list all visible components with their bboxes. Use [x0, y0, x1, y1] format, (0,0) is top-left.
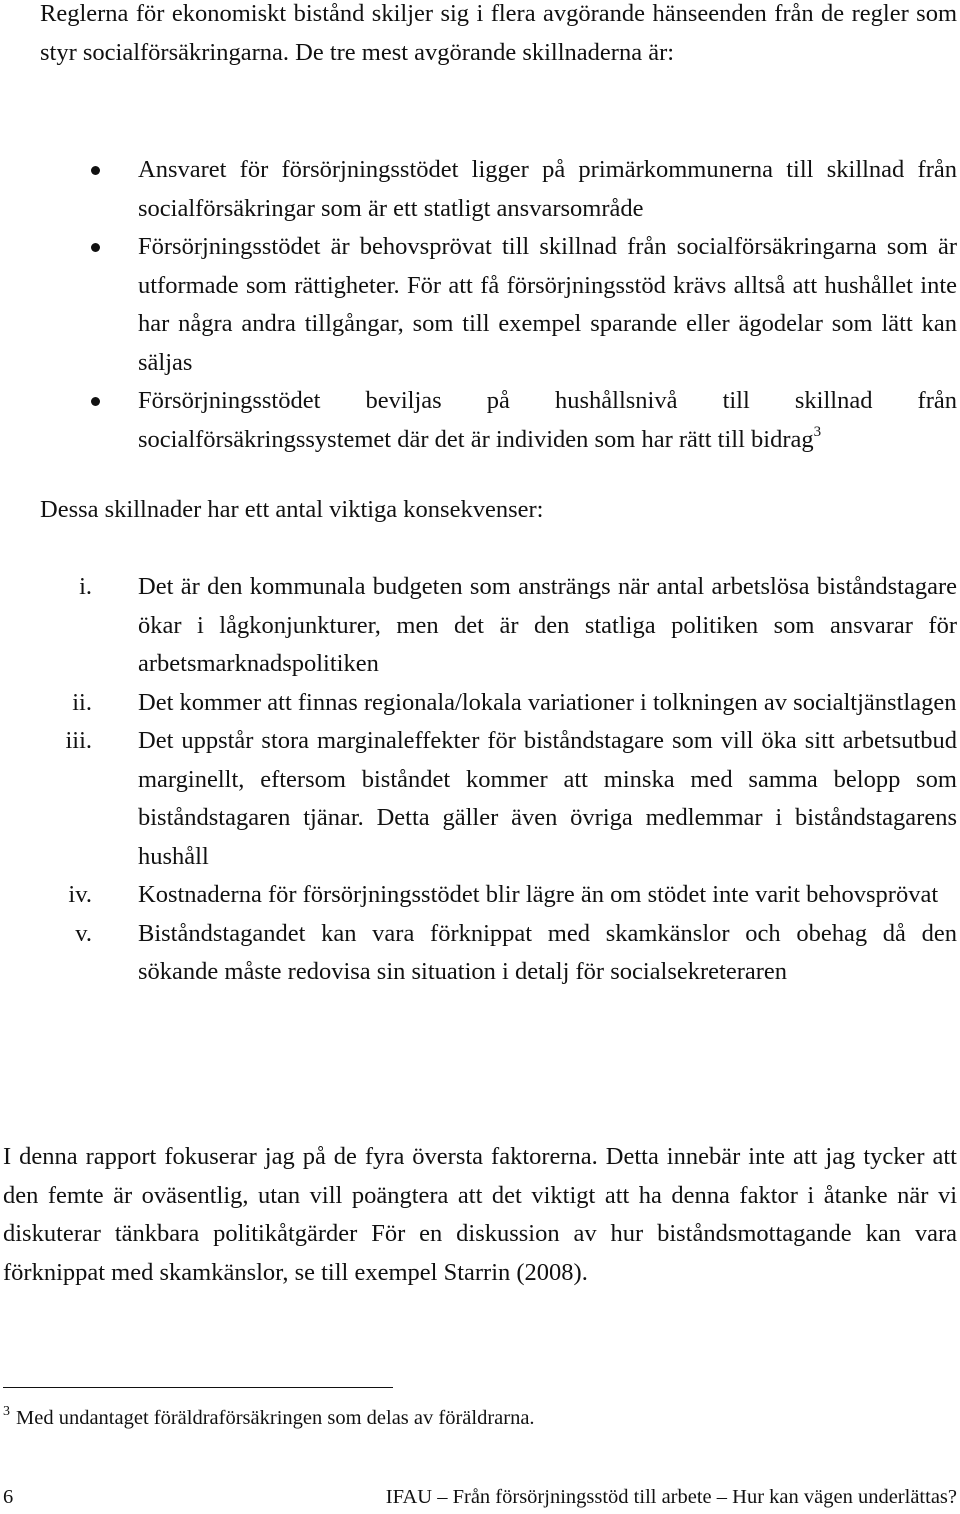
bullet-item [0, 382, 957, 459]
roman-numeral: iii. [65, 727, 92, 754]
page-number: 6 [3, 1486, 14, 1508]
consequences-heading: Dessa skillnader har ett antal viktiga konsekvenser: [40, 496, 544, 523]
consequence-item [0, 915, 957, 992]
bullet-text: Försörjningsstödet är behovsprövat till skillnad från socialförsäkringarna som är utformade som rättigheter. För att få försörjningsstöd krävs alltså att hushållet inte har några andra tillgångar, som till exempel sparande eller ägodelar som lätt kan säljas [138, 233, 957, 376]
footnote-separator [3, 1387, 393, 1388]
bullet-marker [91, 166, 100, 175]
roman-numeral: v. [75, 919, 92, 947]
consequence-item [0, 684, 957, 723]
bullet-item [0, 228, 957, 382]
bullet-text: Försörjningsstödet beviljas på hushållsnivå till skillnad från socialförsäkringssystemet där det är individen som har rätt till bidrag [138, 387, 957, 453]
roman-numeral: ii. [72, 688, 92, 716]
footnote [3, 1401, 943, 1435]
consequence-text: Det är den kommunala budgeten som ansträngs när antal arbetslösa biståndstagare ökar i lågkonjunkturer, men det är den statliga politiken som ansvarar för arbetsmarknadspolitiken [138, 573, 957, 677]
consequence-item [0, 876, 957, 915]
bullet-marker [91, 243, 100, 252]
footnote-marker: 3 [3, 1404, 10, 1419]
consequence-text: Det kommer att finnas regionala/lokala variationer i tolkningen av socialtjänstlagen [138, 688, 957, 716]
roman-numeral: i. [79, 573, 92, 600]
footnote-reference[interactable]: 3 [813, 423, 822, 440]
consequence-item [0, 568, 957, 684]
intro-paragraph: Reglerna för ekonomiskt bistånd skiljer sig i flera avgörande hänseenden från de regler som styr socialförsäkringarna. De tre mest avgörande skillnaderna är: [40, 0, 957, 66]
consequence-text: Biståndstagandet kan vara förknippat med skamkänslor och obehag då den sökande måste redovisa sin situation i detalj för socialsekreteraren [138, 919, 957, 985]
report-focus-paragraph: I denna rapport fokuserar jag på de fyra översta faktorerna. Detta innebär inte att jag tycker att den femte är oväsentlig, utan vill poängtera att det viktigt att ha denna faktor i åtanke när vi diskuterar tänkbara politikåtgärder För en diskussion av hur biståndsmottagande kan vara förknippat med skamkänslor, se till exempel Starrin (2008). [3, 1143, 957, 1286]
consequence-item [0, 722, 957, 876]
bullet-item [0, 151, 957, 228]
roman-numeral: iv. [68, 881, 92, 908]
bullet-text: Ansvaret för försörjningsstödet ligger på primärkommunerna till skillnad från socialförsäkringar som är ett statligt ansvarsområde [138, 156, 957, 222]
differences-bullet-list [0, 151, 960, 459]
bullet-marker [91, 397, 100, 406]
consequence-text: Kostnaderna för försörjningsstödet blir lägre än om stödet inte varit behovsprövat [138, 881, 939, 908]
running-title: IFAU – Från försörjningsstöd till arbete – Hur kan vägen underlättas? [385, 1486, 957, 1508]
footnote-text: Med undantaget föräldraförsäkringen som delas av föräldrarna. [16, 1407, 535, 1429]
consequences-list [0, 568, 960, 992]
consequence-text: Det uppstår stora marginaleffekter för biståndstagare som vill öka sitt arbetsutbud marginellt, eftersom biståndet kommer att minska med samma belopp som biståndstagaren tjänar. Detta gäller även övriga medlemmar i biståndstagarens hushåll [138, 727, 957, 870]
